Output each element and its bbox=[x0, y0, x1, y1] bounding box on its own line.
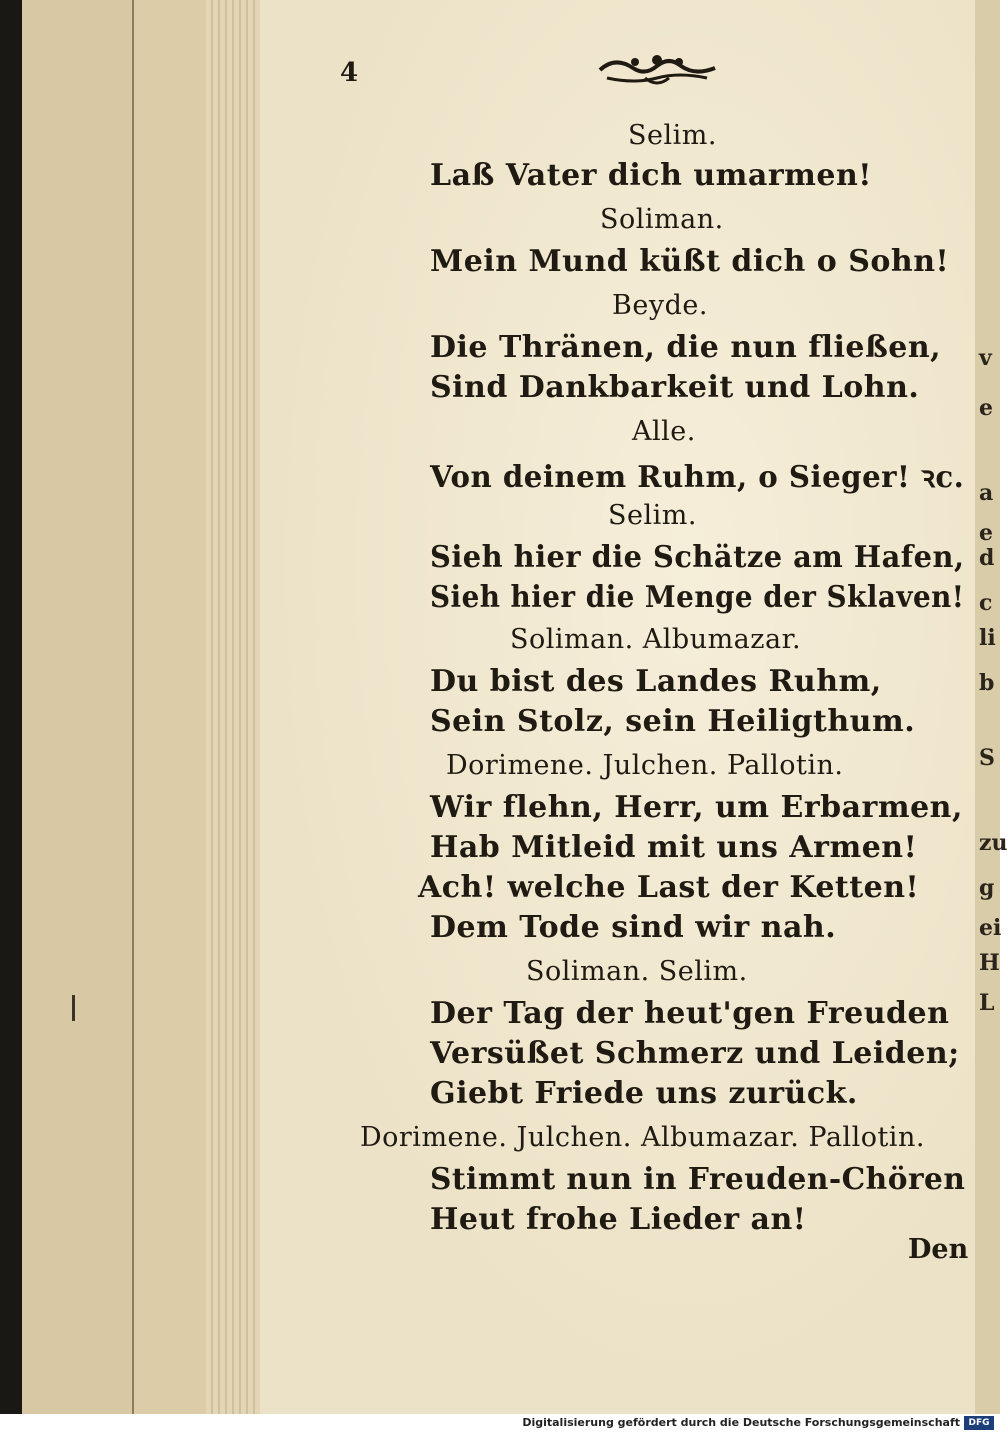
speaker-name: Dorimene. Julchen. Albumazar. Pallotin. bbox=[360, 1122, 925, 1153]
verse-line: Sind Dankbarkeit und Lohn. bbox=[430, 370, 920, 405]
ornament-icon bbox=[595, 48, 720, 88]
next-page-strip bbox=[975, 0, 1000, 1414]
next-page-fragment: e bbox=[979, 395, 993, 421]
next-page-fragment: zu bbox=[979, 830, 1008, 856]
page-number: 4 bbox=[340, 58, 359, 88]
next-page-fragment: a bbox=[979, 480, 994, 506]
verse-line: Giebt Friede uns zurück. bbox=[430, 1076, 858, 1111]
next-page-fragment: S bbox=[979, 745, 995, 771]
speaker-name: Selim. bbox=[608, 500, 697, 531]
verse-line: Mein Mund küßt dich o Sohn! bbox=[430, 244, 950, 279]
book-edge-inner bbox=[134, 0, 207, 1414]
verse-line: Sieh hier die Menge der Sklaven! bbox=[430, 580, 965, 615]
next-page-fragment: b bbox=[979, 670, 995, 696]
edge-mark bbox=[72, 995, 75, 1021]
speaker-name: Dorimene. Julchen. Pallotin. bbox=[446, 750, 844, 781]
verse-line: Laß Vater dich umarmen! bbox=[430, 158, 872, 193]
next-page-fragment: li bbox=[979, 625, 996, 651]
verse-line: Sein Stolz, sein Heiligthum. bbox=[430, 704, 916, 739]
speaker-name: Selim. bbox=[628, 120, 717, 151]
next-page-fragment: d bbox=[979, 545, 995, 571]
next-page-fragment: c bbox=[979, 590, 993, 616]
verse-line: Heut frohe Lieder an! bbox=[430, 1202, 807, 1237]
next-page-fragment: L bbox=[979, 990, 995, 1016]
verse-line: Der Tag der heut'gen Freuden bbox=[430, 996, 950, 1031]
dfg-logo-icon: DFG bbox=[964, 1416, 994, 1430]
speaker-name: Soliman. Selim. bbox=[526, 956, 748, 987]
verse-line: Sieh hier die Schätze am Hafen, bbox=[430, 540, 965, 575]
next-page-fragment: ei bbox=[979, 915, 1002, 941]
next-page-fragment: H bbox=[979, 950, 1000, 976]
verse-line: Versüßet Schmerz und Leiden; bbox=[430, 1036, 960, 1071]
verse-line: Du bist des Landes Ruhm, bbox=[430, 664, 882, 699]
verse-line: Hab Mitleid mit uns Armen! bbox=[430, 830, 918, 865]
verse-line: Von deinem Ruhm, o Sieger! ꝛc. bbox=[430, 460, 965, 495]
next-page-fragment: g bbox=[979, 875, 995, 901]
speaker-name: Beyde. bbox=[612, 290, 708, 321]
page-stack-edges bbox=[206, 0, 260, 1414]
speaker-name: Soliman. Albumazar. bbox=[510, 624, 802, 655]
verse-line: Die Thränen, die nun fließen, bbox=[430, 330, 942, 365]
book-edge-outer bbox=[22, 0, 134, 1414]
funding-credit: Digitalisierung gefördert durch die Deutsche Forschungsgemeinschaft bbox=[522, 1416, 960, 1429]
next-page-fragment: v bbox=[979, 345, 992, 371]
speaker-name: Alle. bbox=[632, 416, 696, 447]
verse-line: Wir flehn, Herr, um Erbarmen, bbox=[430, 790, 963, 825]
next-page-fragment: e bbox=[979, 520, 993, 546]
catchword: Den bbox=[908, 1234, 969, 1265]
speaker-name: Soliman. bbox=[600, 204, 724, 235]
verse-line: Dem Tode sind wir nah. bbox=[430, 910, 837, 945]
footer-bar bbox=[0, 1414, 1000, 1434]
verse-line: Stimmt nun in Freuden-Chören bbox=[430, 1162, 966, 1197]
verse-line: Ach! welche Last der Ketten! bbox=[418, 870, 920, 905]
